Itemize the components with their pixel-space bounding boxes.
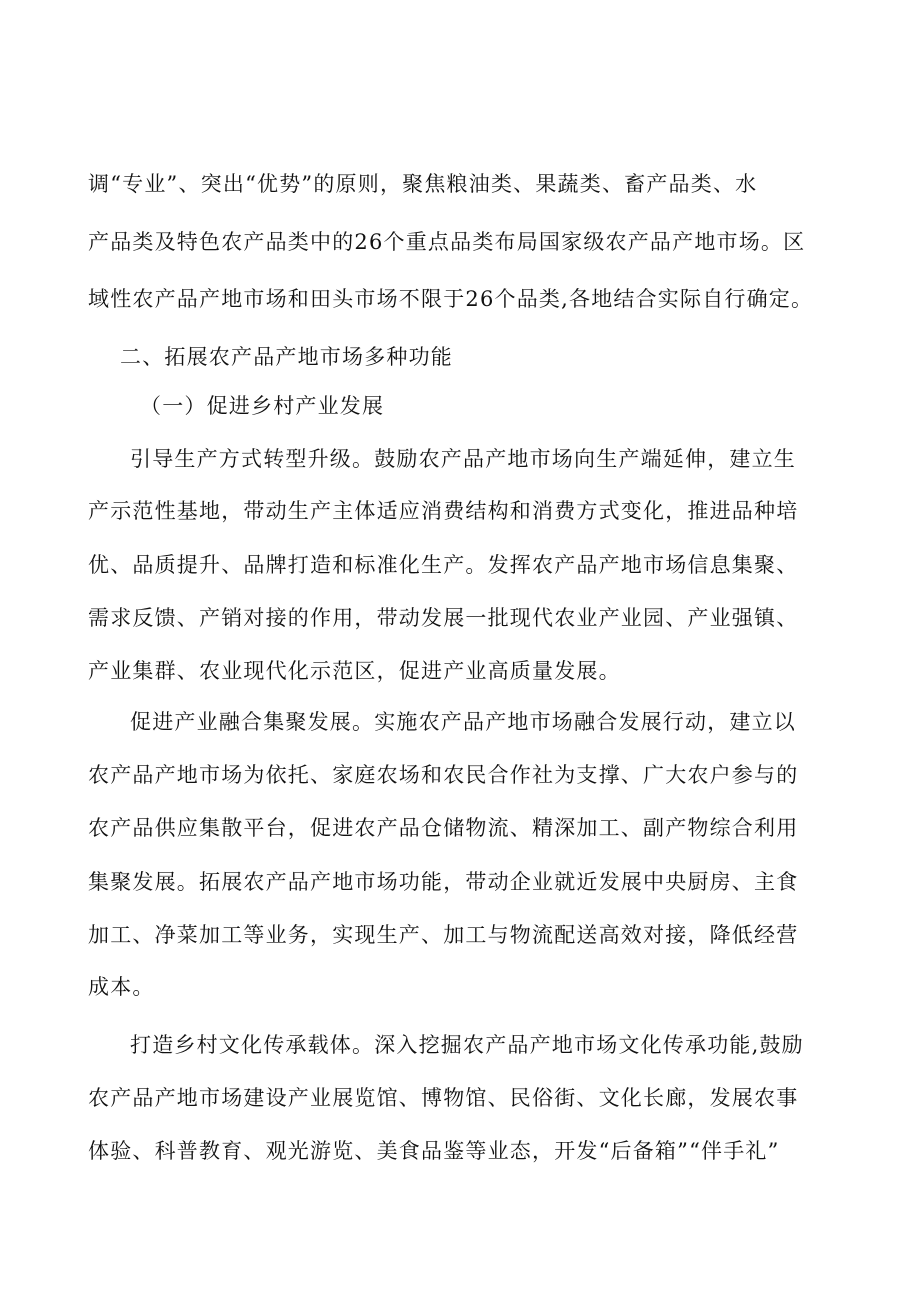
text-line: 优、品质提升、品牌打造和标准化生产。发挥农产品产地市场信息集聚、 <box>88 553 799 577</box>
text-line: 农产品供应集散平台，促进农产品仓储物流、精深加工、副产物综合利用 <box>88 816 799 840</box>
text-line: 引导生产方式转型升级。鼓励农产品产地市场向生产端延伸，建立生 <box>130 447 796 471</box>
section-heading: 二、拓展农产品产地市场多种功能 <box>120 345 453 369</box>
text-line: 农产品产地市场为依托、家庭农场和农民合作社为支撑、广大农户参与的 <box>88 763 799 787</box>
subsection-heading: （一）促进乡村产业发展 <box>140 394 385 418</box>
text-line: 促进产业融合集聚发展。实施农产品产地市场融合发展行动，建立以 <box>130 710 796 734</box>
text-line: 调“专业”、突出“优势”的原则，聚焦粮油类、果蔬类、畜产品类、水 <box>88 172 758 196</box>
text-line: 集聚发展。拓展农产品产地市场功能，带动企业就近发展中央厨房、主食 <box>88 870 799 894</box>
text-line: 需求反馈、产销对接的作用，带动发展一批现代农业产业园、产业强镇、 <box>88 606 799 630</box>
text-line: 产业集群、农业现代化示范区，促进产业高质量发展。 <box>88 659 621 683</box>
text-line: 产示范性基地，带动生产主体适应消费结构和消费方式变化，推进品种培 <box>88 499 799 523</box>
text-line: 农产品产地市场建设产业展览馆、博物馆、民俗街、文化长廊，发展农事 <box>88 1086 799 1110</box>
text-line: 体验、科普教育、观光游览、美食品鉴等业态，开发“后备箱”“伴手礼” <box>88 1139 780 1163</box>
text-line: 打造乡村文化传承载体。深入挖掘农产品产地市场文化传承功能,鼓励 <box>130 1033 804 1057</box>
text-line: 域性农产品产地市场和田头市场不限于26个品类,各地结合实际自行确定。 <box>88 287 814 311</box>
text-line: 产品类及特色农产品类中的26个重点品类布局国家级农产品产地市场。区 <box>88 230 806 254</box>
text-line: 成本。 <box>88 975 155 999</box>
text-line: 加工、净菜加工等业务，实现生产、加工与物流配送高效对接，降低经营 <box>88 923 799 947</box>
